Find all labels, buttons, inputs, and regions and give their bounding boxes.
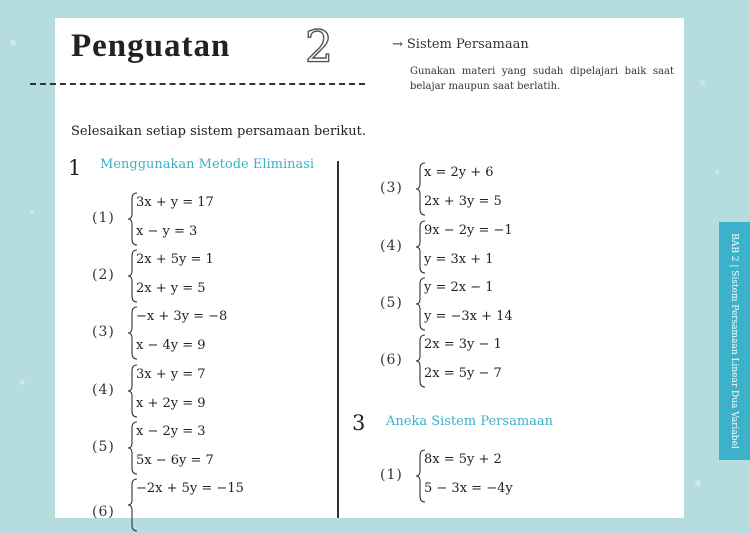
background-speck — [20, 380, 25, 385]
problem-item — [380, 276, 670, 332]
problem-number: (4) — [92, 382, 115, 398]
problem-item — [380, 161, 670, 217]
chapter-side-tab — [719, 222, 750, 460]
chapter-tab-label: BAB 2 | Sistem Persamaan Linear Dua Variabel — [729, 233, 739, 449]
problem-number: (5) — [92, 439, 115, 455]
problem-number: (1) — [380, 467, 403, 483]
equation: −2x + 5y = −15 — [136, 481, 244, 496]
problem-number: (5) — [380, 295, 403, 311]
equation: x = 2y + 6 — [424, 165, 494, 180]
page-title: Penguatan — [71, 28, 231, 64]
problem-number: (6) — [92, 504, 115, 520]
background-speck — [715, 170, 719, 174]
background-speck — [695, 480, 701, 486]
problem-item — [92, 420, 322, 476]
section-number: 3 — [352, 411, 366, 435]
problem-number: (1) — [92, 210, 115, 226]
instruction-text: Selesaikan setiap sistem persamaan berikut. — [71, 124, 366, 139]
background-speck — [700, 80, 705, 85]
problem-number: (3) — [92, 324, 115, 340]
equation: −x + 3y = −8 — [136, 309, 228, 324]
background-speck — [30, 210, 34, 214]
equation: 2x = 5y − 7 — [424, 366, 502, 381]
topic-heading — [392, 37, 529, 52]
equation: 9x − 2y = −1 — [424, 223, 513, 238]
problem-item — [380, 448, 670, 504]
equation: 2x + 5y = 1 — [136, 252, 214, 267]
topic-label: Sistem Persamaan — [406, 37, 529, 52]
equation: y = 3x + 1 — [424, 252, 494, 267]
problem-number: (3) — [380, 180, 403, 196]
problem-item — [380, 333, 670, 389]
problem-item — [92, 305, 322, 361]
section-number: 1 — [68, 156, 82, 180]
equation: 5x − 6y = 7 — [136, 453, 214, 468]
section-title: Menggunakan Metode Eliminasi — [100, 157, 315, 172]
equation: 8x = 5y + 2 — [424, 452, 502, 467]
background-speck — [10, 40, 16, 46]
title-dashed-divider — [30, 83, 365, 85]
chapter-number: 2 — [305, 22, 333, 73]
problem-number: (2) — [92, 267, 115, 283]
problem-item — [92, 477, 322, 533]
page-sheet — [55, 18, 684, 518]
equation: 3x + y = 17 — [136, 195, 214, 210]
arrow-right-icon: → — [392, 37, 403, 52]
equation: 2x + y = 5 — [136, 281, 206, 296]
equation: y = −3x + 14 — [424, 309, 513, 324]
equation: 2x + 3y = 5 — [424, 194, 502, 209]
problem-item — [92, 363, 322, 419]
equation: x − y = 3 — [136, 224, 198, 239]
problem-number: (6) — [380, 352, 403, 368]
section-title: Aneka Sistem Persamaan — [386, 414, 554, 429]
equation: 3x + y = 7 — [136, 367, 206, 382]
problem-number: (4) — [380, 238, 403, 254]
topic-description: Gunakan materi yang sudah dipelajari baik saat belajar maupun saat berlatih. — [410, 66, 674, 92]
column-divider — [337, 161, 339, 518]
equation: x − 4y = 9 — [136, 338, 206, 353]
equation: 2x = 3y − 1 — [424, 337, 502, 352]
equation: y = 2x − 1 — [424, 280, 494, 295]
problem-item — [92, 191, 322, 247]
problem-item — [380, 219, 670, 275]
equation: x + 2y = 9 — [136, 396, 206, 411]
problem-item — [92, 248, 322, 304]
equation: 5 − 3x = −4y — [424, 481, 513, 496]
equation: x − 2y = 3 — [136, 424, 206, 439]
